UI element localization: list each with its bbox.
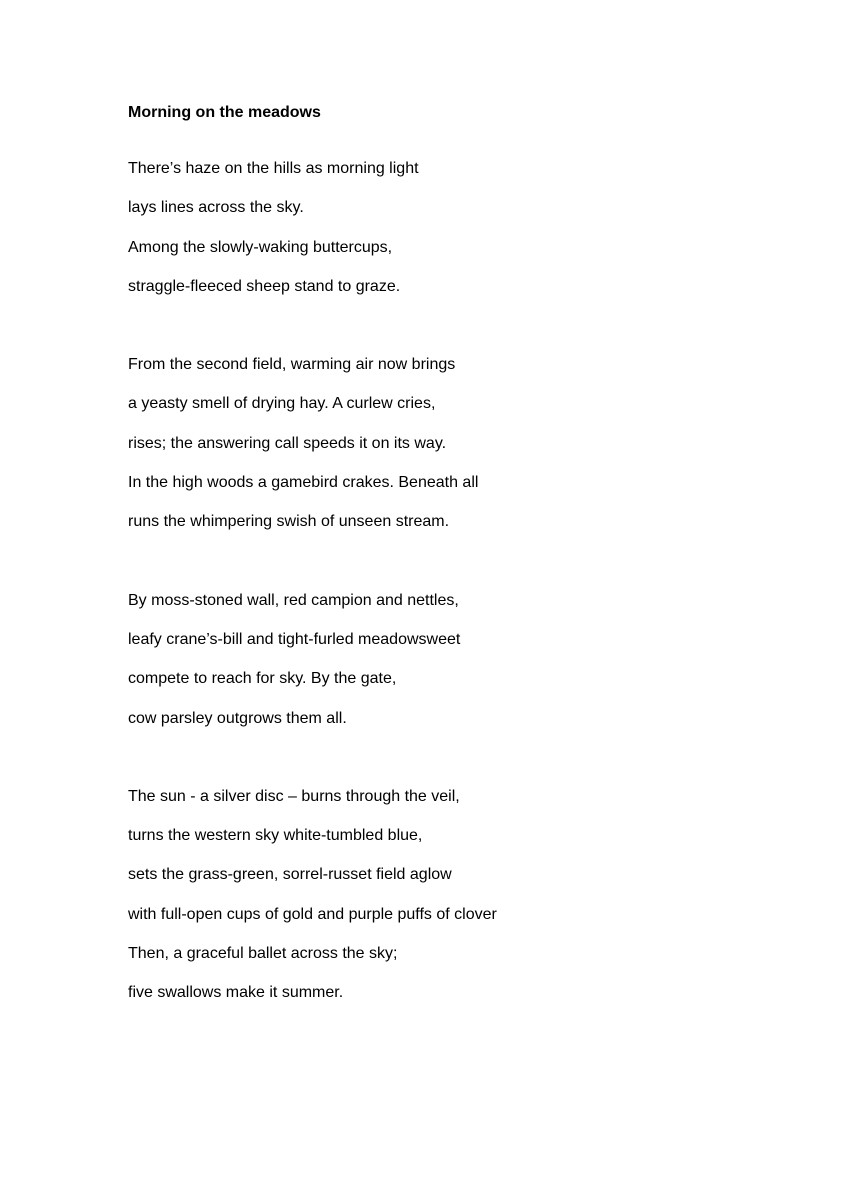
poem-line: The sun - a silver disc – burns through the veil, xyxy=(128,787,460,805)
poem-title: Morning on the meadows xyxy=(128,104,321,121)
poem-line: In the high woods a gamebird crakes. Beneath all xyxy=(128,474,479,492)
poem-line: five swallows make it summer. xyxy=(128,984,344,1002)
poem-line: runs the whimpering swish of unseen stream. xyxy=(128,513,450,531)
poem-line: Among the slowly-waking buttercups, xyxy=(128,238,393,256)
poem-line: From the second field, warming air now brings xyxy=(128,356,456,374)
poem-line: leafy crane’s-bill and tight-furled meadowsweet xyxy=(128,630,461,648)
poem-line: straggle-fleeced sheep stand to graze. xyxy=(128,277,401,295)
stanza-4 xyxy=(128,777,808,1013)
poem xyxy=(128,101,808,1052)
poem-line: rises; the answering call speeds it on its way. xyxy=(128,434,447,452)
poem-line: compete to reach for sky. By the gate, xyxy=(128,670,397,688)
stanza-3 xyxy=(128,581,808,738)
stanza-2 xyxy=(128,345,808,541)
poem-line: cow parsley outgrows them all. xyxy=(128,709,347,727)
poem-line: By moss-stoned wall, red campion and nettles, xyxy=(128,591,459,609)
poem-line: There’s haze on the hills as morning light xyxy=(128,160,419,177)
poem-line: Then, a graceful ballet across the sky; xyxy=(128,945,398,963)
poem-line: with full-open cups of gold and purple puffs of clover xyxy=(128,905,497,923)
poem-line: lays lines across the sky. xyxy=(128,199,304,217)
poem-line: sets the grass-green, sorrel-russet field aglow xyxy=(128,866,452,884)
poem-line: turns the western sky white-tumbled blue, xyxy=(128,827,423,845)
stanza-1 xyxy=(128,149,808,306)
poem-line: a yeasty smell of drying hay. A curlew cries, xyxy=(128,395,436,413)
